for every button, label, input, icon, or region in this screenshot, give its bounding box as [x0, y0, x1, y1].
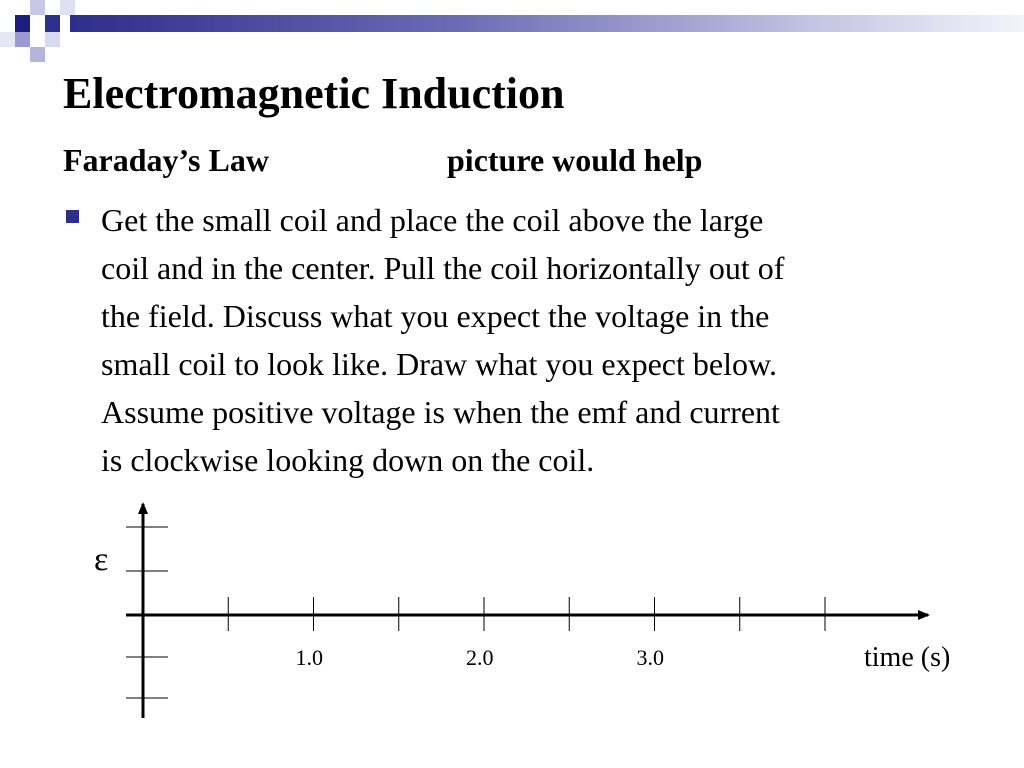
bullet-line: coil and in the center. Pull the coil horizontally out of: [101, 250, 785, 286]
decor-square: [45, 15, 60, 32]
subtitle-picture-note: picture would help: [447, 142, 703, 178]
decor-square: [0, 0, 15, 15]
bullet-paragraph: [101, 196, 981, 484]
decor-square: [15, 32, 30, 47]
emf-time-axes: [0, 490, 1024, 730]
decor-square: [30, 47, 45, 62]
decor-square: [60, 0, 75, 15]
header-gradient-bar: [70, 15, 1024, 32]
decor-square: [0, 32, 15, 47]
bullet-square-icon: [66, 210, 79, 223]
decor-square: [15, 15, 30, 32]
bullet-line: Assume positive voltage is when the emf and current: [101, 394, 780, 430]
bullet-line: the field. Discuss what you expect the voltage in the: [101, 298, 770, 334]
x-tick-label: 1.0: [295, 645, 323, 670]
decor-square: [30, 0, 45, 15]
subtitle-faradays-law: Faraday’s Law: [63, 142, 269, 178]
x-tick-label: 3.0: [636, 645, 664, 670]
x-axis-label: time (s): [864, 642, 951, 673]
bullet-line: is clockwise looking down on the coil.: [101, 442, 595, 478]
x-tick-label: 2.0: [466, 645, 494, 670]
decor-square: [45, 32, 60, 47]
emf-axis-label: ε: [94, 541, 109, 578]
bullet-line: small coil to look like. Draw what you expect below.: [101, 346, 777, 382]
slide-title: Electromagnetic Induction: [63, 69, 565, 118]
bullet-line: Get the small coil and place the coil above the large: [101, 202, 764, 238]
